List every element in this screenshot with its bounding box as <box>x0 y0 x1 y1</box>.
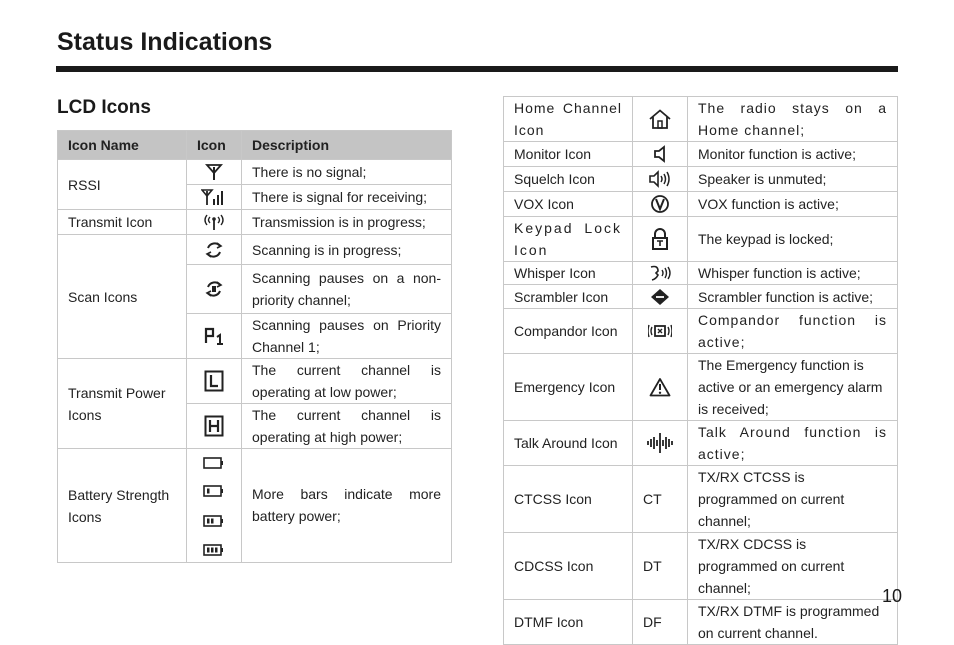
warning-icon <box>633 354 688 421</box>
lcd-icons-table-left <box>57 130 452 563</box>
rssi-signal-icon <box>187 185 242 210</box>
rssi-name: RSSI <box>58 160 187 210</box>
emergency-name: Emergency Icon <box>504 354 633 421</box>
vox-desc: VOX function is active; <box>688 192 898 217</box>
header-description: Description <box>242 131 452 160</box>
battery-full-icon <box>204 545 223 555</box>
home-icon <box>633 97 688 142</box>
ctcss-name: CTCSS Icon <box>504 466 633 533</box>
emergency-desc: The Emergency function is active or an emergency alarm is received; <box>688 354 898 421</box>
compandor-desc: Compandor function is active; <box>688 309 898 354</box>
dtmf-icon-text: DF <box>633 600 688 645</box>
page-title: Status Indications <box>57 28 273 56</box>
rssi-desc-1: There is no signal; <box>242 160 452 185</box>
scan-name: Scan Icons <box>58 235 187 359</box>
monitor-icon <box>633 142 688 167</box>
keypad-lock-desc: The keypad is locked; <box>688 217 898 262</box>
transmit-name: Transmit Icon <box>58 210 187 235</box>
compandor-icon <box>633 309 688 354</box>
scrambler-desc: Scrambler function is active; <box>688 285 898 309</box>
whisper-name: Whisper Icon <box>504 262 633 285</box>
battery-empty-icon <box>204 458 223 468</box>
battery-name: Battery Strength Icons <box>58 449 187 563</box>
talk-around-desc: Talk Around function is active; <box>688 421 898 466</box>
rssi-no-signal-icon <box>187 160 242 185</box>
high-power-icon <box>187 404 242 449</box>
scan-icon <box>187 235 242 265</box>
page-number: 10 <box>882 586 903 606</box>
lock-icon <box>633 217 688 262</box>
battery-desc: More bars indicate more battery power; <box>242 449 452 563</box>
scan-desc-1: Scanning is in progress; <box>242 235 452 265</box>
header-icon: Icon <box>187 131 242 160</box>
talk-around-name: Talk Around Icon <box>504 421 633 466</box>
ctcss-icon-text: CT <box>633 466 688 533</box>
scan-desc-3: Scanning pauses on Priority Channel 1; <box>242 314 452 359</box>
cdcss-name: CDCSS Icon <box>504 533 633 600</box>
compandor-name: Compandor Icon <box>504 309 633 354</box>
header-icon-name: Icon Name <box>58 131 187 160</box>
vox-name: VOX Icon <box>504 192 633 217</box>
scrambler-name: Scrambler Icon <box>504 285 633 309</box>
title-rule <box>56 66 898 72</box>
home-channel-name: Home Channel Icon <box>504 97 633 142</box>
cdcss-desc: TX/RX CDCSS is programmed on current channel; <box>688 533 898 600</box>
whisper-desc: Whisper function is active; <box>688 262 898 285</box>
power-name: Transmit Power Icons <box>58 359 187 449</box>
priority-scan-icon <box>187 314 242 359</box>
rssi-desc-2: There is signal for receiving; <box>242 185 452 210</box>
scan-desc-2: Scanning pauses on a non-priority channel; <box>242 265 452 314</box>
section-title: LCD Icons <box>57 97 151 118</box>
lcd-icons-table-right <box>503 96 898 645</box>
scan-pause-icon <box>187 265 242 314</box>
talk-around-icon <box>633 421 688 466</box>
battery-one-bar-icon <box>204 486 223 496</box>
monitor-desc: Monitor function is active; <box>688 142 898 167</box>
cdcss-icon-text: DT <box>633 533 688 600</box>
vox-icon <box>633 192 688 217</box>
power-desc-2: The current channel is operating at high power; <box>242 404 452 449</box>
dtmf-desc: TX/RX DTMF is programmed on current channel. <box>688 600 898 645</box>
dtmf-name: DTMF Icon <box>504 600 633 645</box>
battery-two-bar-icon <box>204 516 223 526</box>
transmit-desc: Transmission is in progress; <box>242 210 452 235</box>
squelch-icon <box>633 167 688 192</box>
home-channel-desc: The radio stays on a Home channel; <box>688 97 898 142</box>
ctcss-desc: TX/RX CTCSS is programmed on current channel; <box>688 466 898 533</box>
squelch-name: Squelch Icon <box>504 167 633 192</box>
squelch-desc: Speaker is unmuted; <box>688 167 898 192</box>
monitor-name: Monitor Icon <box>504 142 633 167</box>
transmit-icon <box>187 210 242 235</box>
battery-icons <box>187 449 242 563</box>
whisper-icon <box>633 262 688 285</box>
low-power-icon <box>187 359 242 404</box>
scrambler-icon <box>633 285 688 309</box>
keypad-lock-name: Keypad Lock Icon <box>504 217 633 262</box>
power-desc-1: The current channel is operating at low power; <box>242 359 452 404</box>
